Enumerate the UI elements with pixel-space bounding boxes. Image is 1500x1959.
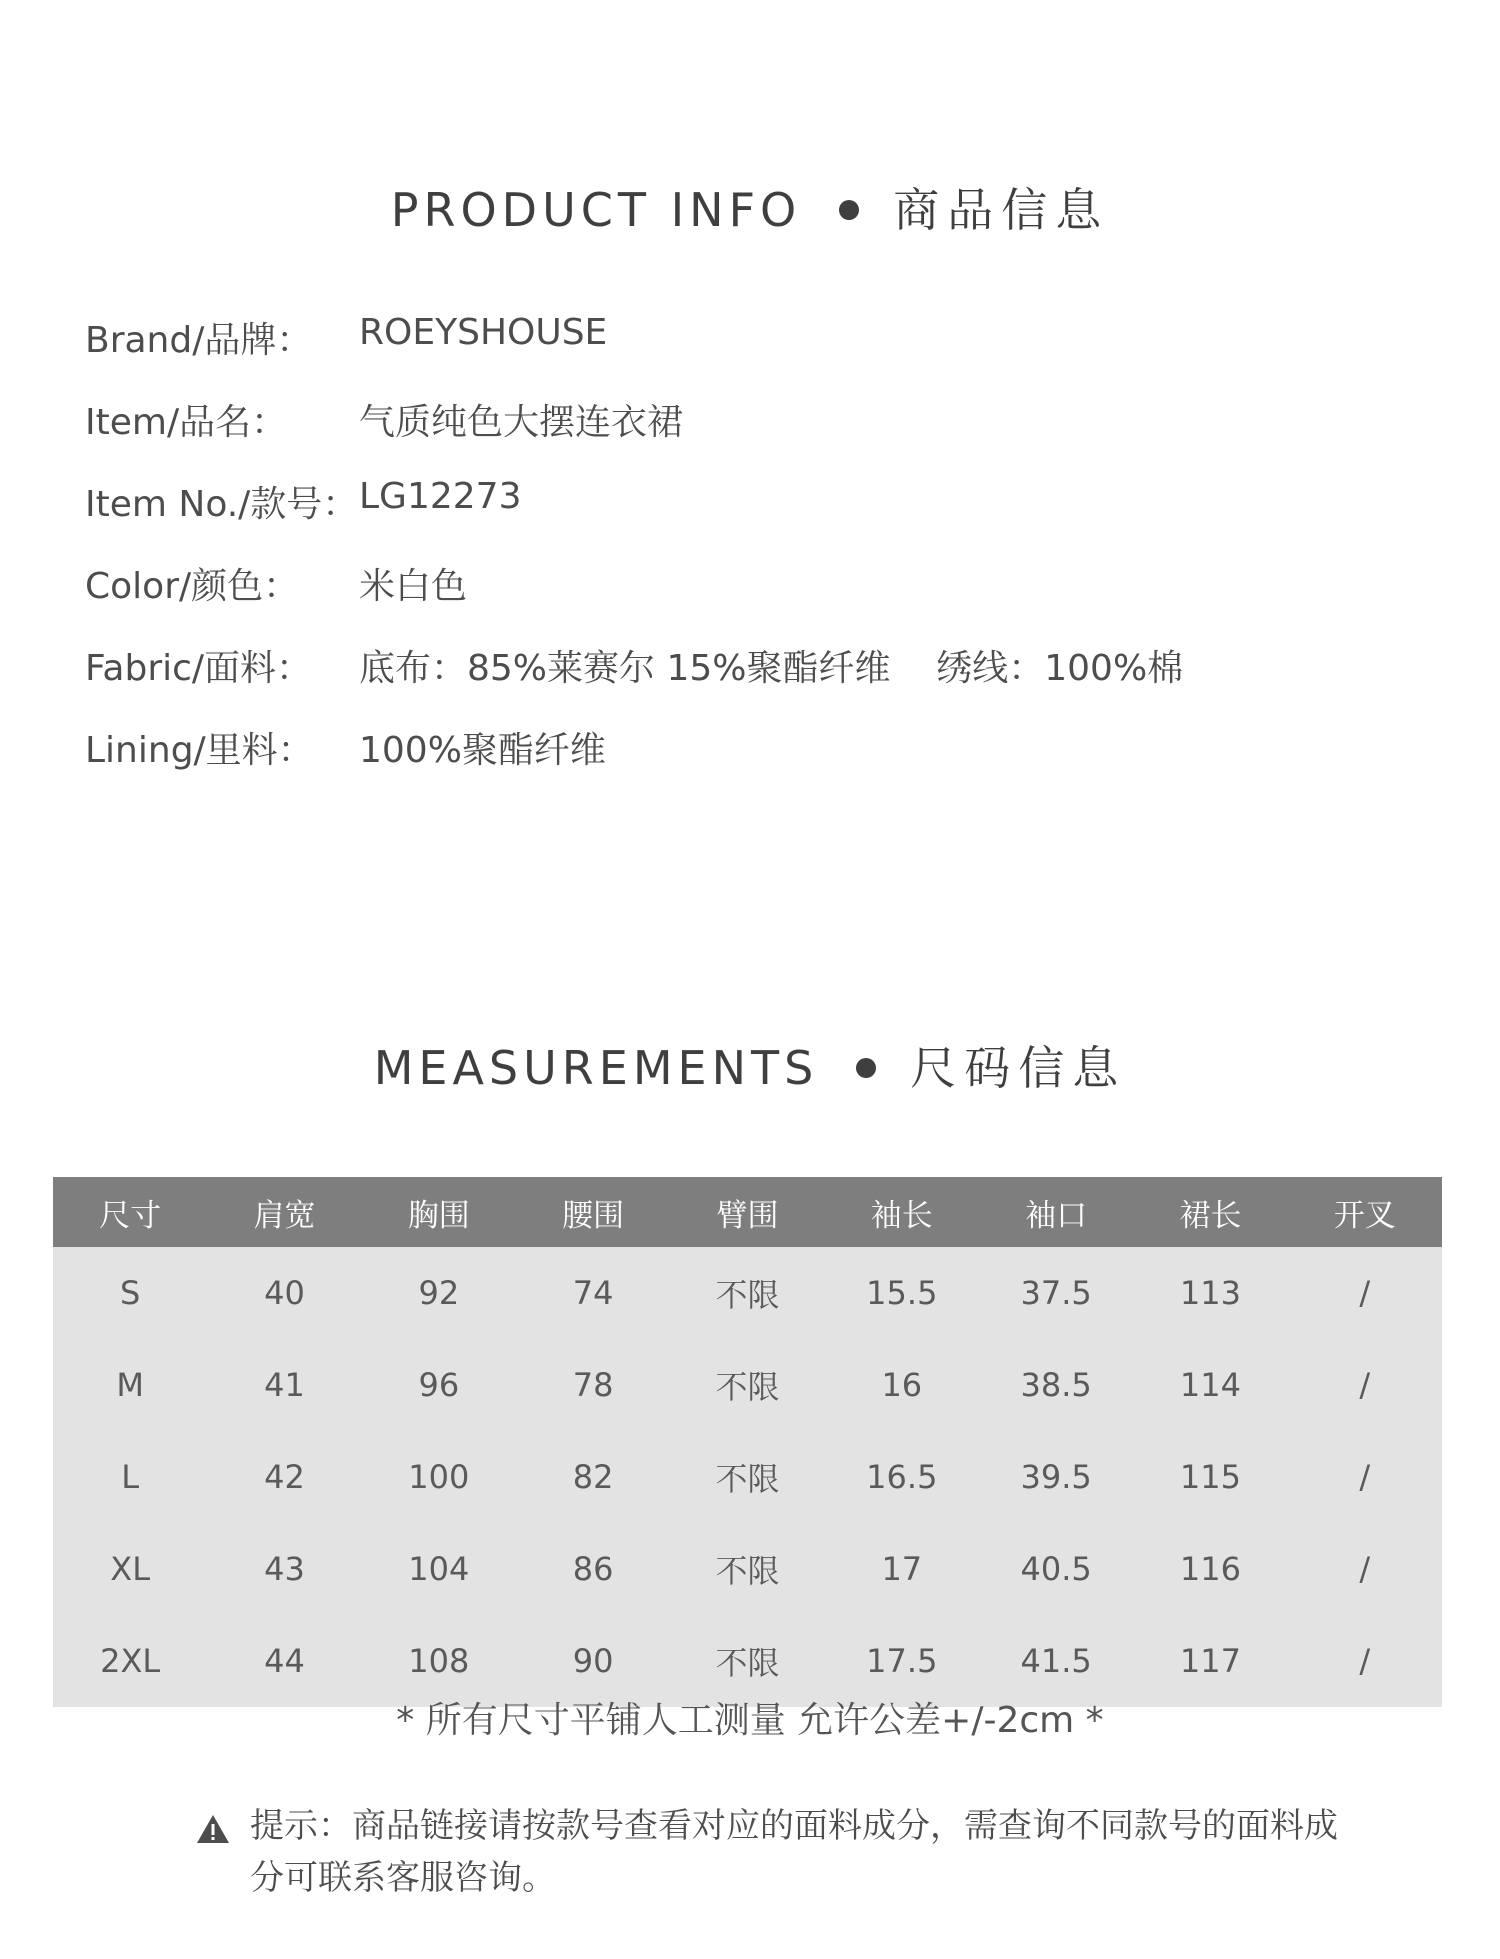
table-cell: 40 [264, 1274, 305, 1312]
measurements-title [0, 1032, 1500, 1098]
table-row [53, 1523, 1442, 1615]
table-cell: 不限 [715, 1552, 780, 1590]
measurements-title-cn: 尺码信息 [910, 1041, 1127, 1095]
table-cell: 100 [408, 1458, 470, 1496]
info-row-fabric [85, 640, 1415, 722]
table-cell: 15.5 [866, 1274, 938, 1312]
product-info-list [85, 312, 1415, 804]
info-row-color [85, 558, 1415, 640]
table-cell: 117 [1179, 1642, 1241, 1680]
bullet-dot-icon [856, 1058, 876, 1078]
color-label: Color/颜色： [85, 566, 300, 607]
table-cell: XL [110, 1550, 151, 1588]
table-cell: 108 [408, 1642, 470, 1680]
header-cell: 开叉 [1333, 1197, 1396, 1234]
tip-text: 提示：商品链接请按款号查看对应的面料成分，需查询不同款号的面料成分可联系客服咨询。 [250, 1806, 1338, 1898]
table-cell: 不限 [715, 1644, 780, 1682]
info-row-lining [85, 722, 1415, 804]
header-cell: 尺寸 [99, 1197, 162, 1234]
table-row [53, 1431, 1442, 1523]
table-cell: 86 [572, 1550, 614, 1588]
table-cell: 41 [264, 1366, 305, 1404]
measurement-note: * 所有尺寸平铺人工测量 允许公差+/-2cm * [396, 1700, 1104, 1741]
table-cell: 41.5 [1020, 1642, 1092, 1680]
table-cell: 42 [264, 1458, 305, 1496]
product-info-title-cn: 商品信息 [893, 183, 1110, 237]
table-cell: / [1359, 1642, 1371, 1680]
table-cell: / [1359, 1550, 1371, 1588]
info-row-item [85, 394, 1415, 476]
header-cell: 胸围 [407, 1197, 470, 1234]
header-cell: 袖口 [1025, 1197, 1088, 1234]
table-cell: 2XL [100, 1642, 161, 1680]
table-cell: M [116, 1366, 144, 1404]
size-table [53, 1177, 1442, 1707]
fabric-value: 底布：85%莱赛尔 15%聚酯纤维 绣线：100%棉 [359, 648, 1184, 689]
fabric-label: Fabric/面料： [85, 648, 313, 689]
table-cell: 92 [418, 1274, 460, 1312]
table-cell: 44 [264, 1642, 305, 1680]
product-info-title [0, 174, 1500, 240]
table-cell: 82 [572, 1458, 614, 1496]
table-cell: 不限 [715, 1368, 780, 1406]
brand-label: Brand/品牌： [85, 320, 313, 361]
table-cell: 16 [881, 1366, 923, 1404]
table-cell: / [1359, 1366, 1371, 1404]
table-cell: 90 [572, 1642, 614, 1680]
table-cell: 不限 [715, 1460, 780, 1498]
table-cell: / [1359, 1458, 1371, 1496]
table-row [53, 1339, 1442, 1431]
header-cell: 袖长 [870, 1197, 933, 1234]
table-row [53, 1247, 1442, 1339]
measurements-title-en: MEASUREMENTS [373, 1041, 819, 1095]
header-cell: 裙长 [1179, 1197, 1242, 1234]
info-row-item-no [85, 476, 1415, 558]
table-cell: 113 [1179, 1274, 1241, 1312]
table-cell: 115 [1179, 1458, 1241, 1496]
table-cell: 17.5 [866, 1642, 938, 1680]
table-cell: 16.5 [866, 1458, 938, 1496]
table-cell: L [121, 1458, 140, 1496]
brand-value: ROEYSHOUSE [359, 312, 608, 353]
table-cell: 43 [264, 1550, 305, 1588]
table-cell: 不限 [715, 1276, 780, 1314]
header-cell: 腰围 [562, 1197, 625, 1234]
item-label: Item/品名： [85, 402, 288, 443]
table-cell: 78 [572, 1366, 614, 1404]
table-cell: 74 [572, 1274, 614, 1312]
lining-label: Lining/里料： [85, 730, 314, 771]
item-value: 气质纯色大摆连衣裙 [359, 402, 684, 443]
table-cell: 114 [1179, 1366, 1241, 1404]
item-no-label: Item No./款号： [85, 484, 359, 525]
lining-value: 100%聚酯纤维 [359, 730, 606, 771]
bullet-dot-icon [839, 200, 859, 220]
table-cell: / [1359, 1274, 1371, 1312]
header-cell: 臂围 [716, 1197, 779, 1234]
table-cell: 38.5 [1020, 1366, 1092, 1404]
header-cell: 肩宽 [253, 1197, 316, 1234]
size-table-header [53, 1177, 1442, 1247]
table-cell: 39.5 [1020, 1458, 1092, 1496]
warning-icon [196, 1808, 230, 1860]
item-no-value: LG12273 [359, 476, 522, 517]
info-row-brand [85, 312, 1415, 394]
table-cell: S [120, 1274, 141, 1312]
table-cell: 17 [881, 1550, 923, 1588]
table-cell: 104 [408, 1550, 470, 1588]
table-cell: 37.5 [1020, 1274, 1092, 1312]
table-cell: 116 [1179, 1550, 1241, 1588]
color-value: 米白色 [359, 566, 468, 607]
product-info-title-en: PRODUCT INFO [390, 183, 802, 237]
table-cell: 40.5 [1020, 1550, 1092, 1588]
tip-block [196, 1800, 1346, 1904]
table-cell: 96 [418, 1366, 460, 1404]
